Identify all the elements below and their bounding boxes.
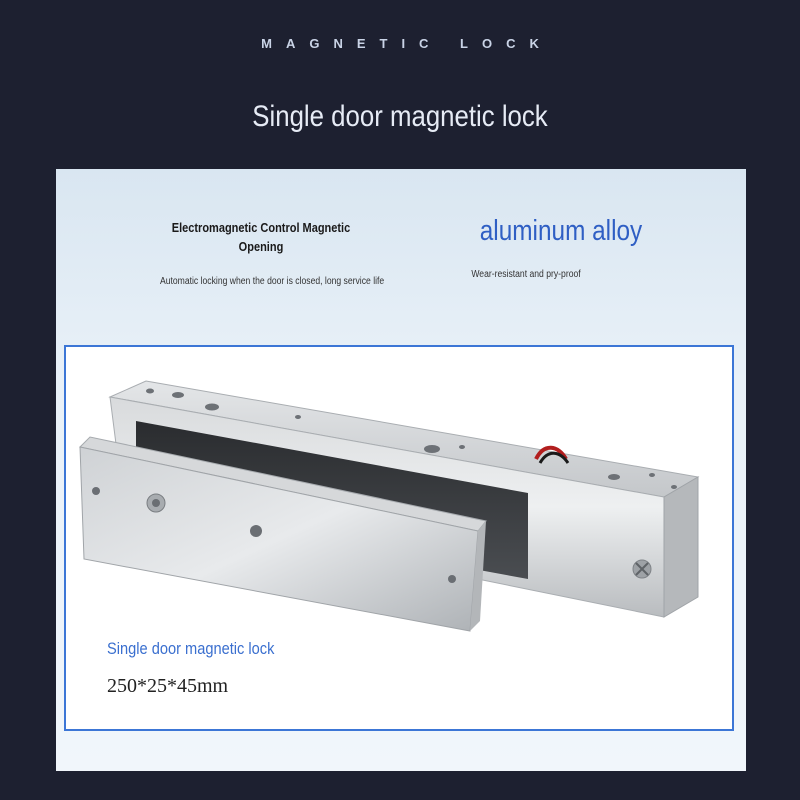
page-title: Single door magnetic lock [252,100,548,133]
control-feature-desc: Automatic locking when the door is closed, long service life [159,276,385,287]
product-panel [56,169,746,771]
control-feature-title: Electromagnetic Control Magnetic Opening [171,221,351,254]
magnetic-lock-image [66,347,732,729]
eyebrow-label: MAGNETIC LOCK [261,36,553,51]
alloy-feature-title: aluminum alloy [479,215,643,247]
product-frame [64,345,734,731]
product-dimensions: 250*25*45mm [107,675,229,697]
alloy-feature-desc: Wear-resistant and pry-proof [471,269,581,280]
product-name: Single door magnetic lock [107,639,275,658]
